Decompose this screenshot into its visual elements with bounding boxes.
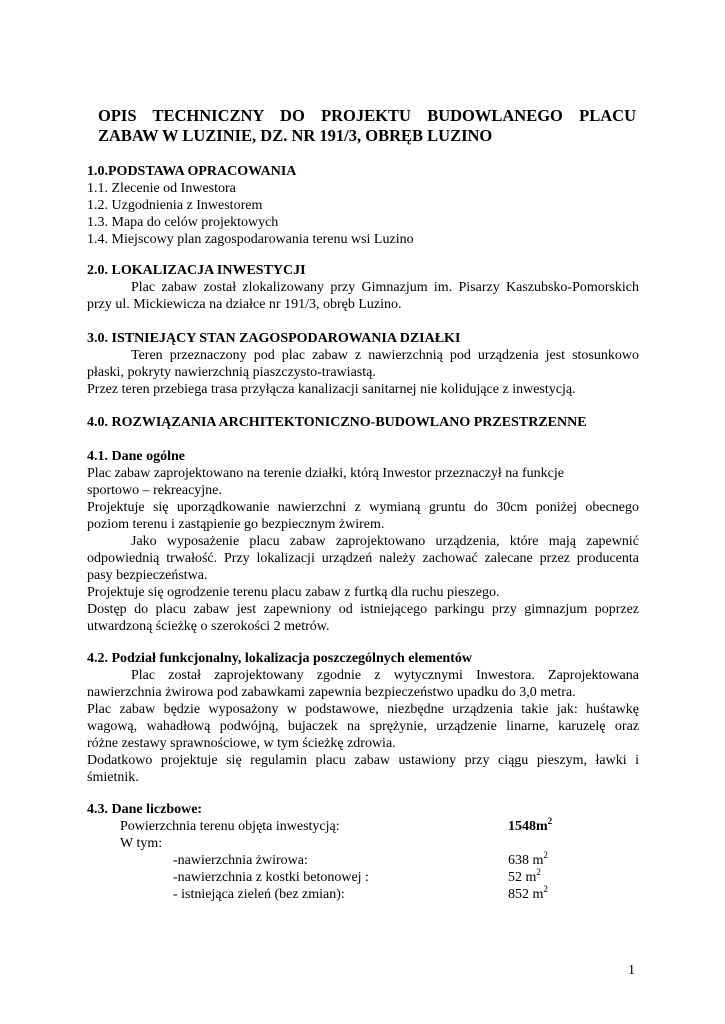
paragraph-line: przy ul. Mickiewicza na działce nr 191/3, obręb Luzino. (87, 297, 402, 312)
paragraph-line: Teren przeznaczony pod plac zabaw z nawierzchnią pod urządzenia jest stosunkowo (131, 348, 639, 363)
section-1 (87, 163, 639, 248)
paragraph-line: wagową, wahadłową podwójną, bujaczek na sprężynie, urządzenie linarne, karuzelę oraz (87, 719, 639, 734)
area-row-label: -nawierzchnia żwirowa: (173, 853, 308, 868)
area-number: 52 m (508, 870, 537, 885)
section-2-heading: 2.0. LOKALIZACJA INWESTYCJI (87, 263, 306, 278)
list-item: 1.3. Mapa do celów projektowych (87, 215, 279, 230)
title-line-2: ZABAW W LUZINIE, DZ. NR 191/3, OBRĘB LUZINO (98, 126, 493, 145)
total-area-value (508, 818, 552, 835)
section-4-2 (87, 650, 639, 786)
paragraph-line: śmietnik. (87, 770, 139, 785)
area-row-label: -nawierzchnia z kostki betonowej : (173, 870, 369, 885)
total-area-label: Powierzchnia terenu objęta inwestycją: (120, 819, 340, 834)
paragraph-line: sportowo – rekreacyjne. (87, 483, 222, 498)
section-3 (87, 330, 639, 398)
section-2 (87, 262, 639, 313)
paragraph-line: Dodatkowo projektuje się regulamin placu zabaw ustawiony przy ciągu pieszym, ławki i (87, 753, 639, 768)
unit-superscript: 2 (543, 884, 548, 894)
document-title (98, 106, 636, 146)
list-item: 1.2. Uzgodnienia z Inwestorem (87, 198, 263, 213)
paragraph-line: Przez teren przebiega trasa przyłącza kanalizacji sanitarnej nie kolidujące z inwestycją. (87, 382, 576, 397)
area-number: 638 m (508, 853, 544, 868)
page-number: 1 (628, 963, 635, 978)
paragraph-line: Plac został zaprojektowany zgodnie z wytycznymi Inwestora. Zaprojektowana (131, 668, 639, 683)
paragraph-line: odpowiednią trwałość. Przy lokalizacji urządzeń należy zachować zalecane przez producenta (87, 551, 639, 566)
area-row-value (508, 886, 548, 903)
paragraph-line: płaski, pokryty nawierzchnią piaszczysto-trawiastą. (87, 365, 376, 380)
section-4 (87, 414, 639, 431)
section-4-1 (87, 448, 639, 635)
paragraph-line: Jako wyposażenie placu zabaw zaprojektowano urządzenia, które mają zapewnić (131, 534, 639, 549)
paragraph-line: pasy bezpieczeństwa. (87, 568, 208, 583)
paragraph-line: Plac zabaw będzie wyposażony w podstawowe, niezbędne urządzenia takie jak: huśtawkę (87, 702, 639, 717)
section-4-2-heading: 4.2. Podział funkcjonalny, lokalizacja poszczególnych elementów (87, 651, 472, 666)
unit-superscript: 2 (543, 850, 548, 860)
list-item: 1.1. Zlecenie od Inwestora (87, 181, 236, 196)
w-tym-label: W tym: (120, 836, 163, 851)
paragraph-line: nawierzchnia żwirowa pod zabawkami zapewnia bezpieczeństwo upadku do 3,0 metra. (87, 685, 576, 700)
total-area-number: 1548m (508, 819, 548, 834)
paragraph-line: Projektuje się uporządkowanie nawierzchni z wymianą gruntu do 30cm poniżej obecnego (87, 500, 639, 515)
area-row-label: - istniejąca zieleń (bez zmian): (173, 887, 345, 902)
unit-superscript: 2 (536, 867, 541, 877)
area-number: 852 m (508, 887, 544, 902)
list-item: 1.4. Miejscowy plan zagospodarowania terenu wsi Luzino (87, 232, 414, 247)
section-4-1-heading: 4.1. Dane ogólne (87, 449, 185, 464)
paragraph-line: utwardzoną ścieżkę o szerokości 2 metrów. (87, 619, 330, 634)
area-row-value (508, 869, 541, 886)
area-row-value (508, 852, 548, 869)
unit-superscript: 2 (547, 816, 553, 826)
paragraph-line: Dostęp do placu zabaw jest zapewniony od istniejącego parkingu przy gimnazjum poprzez (87, 602, 639, 617)
section-3-heading: 3.0. ISTNIEJĄCY STAN ZAGOSPODAROWANIA DZIAŁKI (87, 331, 461, 346)
section-4-3 (87, 801, 639, 818)
section-4-heading: 4.0. ROZWIĄZANIA ARCHITEKTONICZNO-BUDOWLANO PRZESTRZENNE (87, 415, 587, 430)
section-4-3-heading: 4.3. Dane liczbowe: (87, 802, 203, 817)
paragraph-line: różne zestawy sprawnościowe, w tym ścieżkę zdrowia. (87, 736, 396, 751)
paragraph-line: Plac zabaw został zlokalizowany przy Gimnazjum im. Pisarzy Kaszubsko-Pomorskich (131, 280, 639, 295)
paragraph-line: Projektuje się ogrodzenie terenu placu zabaw z furtką dla ruchu pieszego. (87, 585, 500, 600)
title-line-1: OPIS TECHNICZNY DO PROJEKTU BUDOWLANEGO PLACU (98, 106, 636, 125)
paragraph-line: poziom terenu i zastąpienie go bezpiecznym żwirem. (87, 517, 385, 532)
paragraph-line: Plac zabaw zaprojektowano na terenie działki, którą Inwestor przeznaczył na funkcje (87, 466, 564, 481)
section-1-heading: 1.0.PODSTAWA OPRACOWANIA (87, 164, 297, 179)
